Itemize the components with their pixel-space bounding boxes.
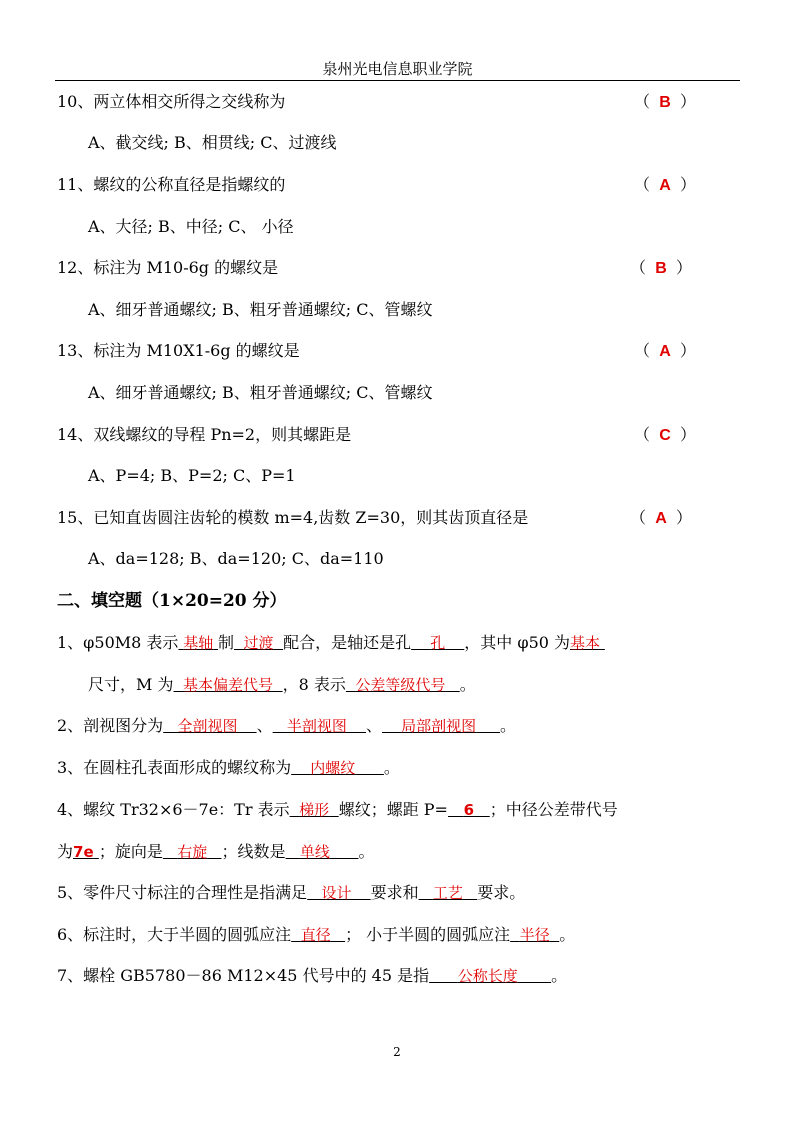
- answer-14: （ C ）: [634, 425, 697, 444]
- blank: 全剖视图: [177, 717, 238, 735]
- options-14: A、P=4; B、P=2; C、P=1: [88, 466, 296, 485]
- page-number: 2: [393, 1045, 401, 1059]
- blank: 基本: [570, 634, 601, 652]
- answer-13: （ A ）: [634, 341, 697, 360]
- fill-question-7: 7、螺栓 GB5780－86 M12×45 代号中的 45 是指 公称长度 。: [57, 966, 568, 985]
- blank: 半径: [519, 926, 550, 944]
- options-12: A、细牙普通螺纹; B、粗牙普通螺纹; C、管螺纹: [88, 300, 433, 319]
- question-15: 15、已知直齿圆注齿轮的模数 m=4,齿数 Z=30，则其齿顶直径是: [57, 508, 529, 527]
- blank: 梯形: [299, 801, 330, 819]
- answer-10: （ B ）: [634, 92, 697, 111]
- blank: 直径: [300, 926, 331, 944]
- blank: 基轴: [183, 634, 214, 652]
- blank: 6: [463, 801, 475, 819]
- answer-15: （ A ）: [630, 508, 693, 527]
- blank: 设计: [321, 884, 352, 902]
- question-13: 13、标注为 M10X1-6g 的螺纹是: [57, 341, 300, 360]
- fill-question-1-cont: 尺寸，M 为 基本偏差代号 ，8 表示 公差等级代号 。: [88, 675, 476, 694]
- fill-question-5: 5、零件尺寸标注的合理性是指满足 设计 要求和 工艺 要求。: [57, 883, 526, 902]
- blank: 公称长度: [457, 967, 518, 985]
- question-12: 12、标注为 M10-6g 的螺纹是: [57, 258, 279, 277]
- fill-question-3: 3、在圆柱孔表面形成的螺纹称为 内螺纹 。: [57, 758, 400, 777]
- options-13: A、细牙普通螺纹; B、粗牙普通螺纹; C、管螺纹: [88, 383, 433, 402]
- section-title: 二、填空题（1×20=20 分）: [57, 591, 287, 611]
- blank: 局部剖视图: [401, 717, 477, 735]
- question-10: 10、两立体相交所得之交线称为: [57, 92, 286, 111]
- options-11: A、大径; B、中径; C、 小径: [88, 217, 294, 236]
- question-11: 11、螺纹的公称直径是指螺纹的: [57, 175, 286, 194]
- page-header: 泉州光电信息职业学院: [322, 60, 473, 78]
- blank: 右旋: [177, 843, 208, 861]
- fill-question-4-cont: 为7e ；旋向是 右旋 ；线数是 单线 。: [57, 842, 375, 861]
- options-10: A、截交线; B、相贯线; C、过渡线: [88, 133, 337, 152]
- blank: 7e: [73, 843, 94, 861]
- blank: 公差等级代号: [355, 676, 446, 694]
- options-15: A、da=128; B、da=120; C、da=110: [88, 549, 384, 568]
- answer-11: （ A ）: [634, 175, 697, 194]
- header-rule: [55, 80, 740, 81]
- blank: 单线: [299, 843, 330, 861]
- blank: 内螺纹: [310, 759, 356, 777]
- blank: 孔: [430, 634, 446, 652]
- fill-question-6: 6、标注时，大于半圆的圆弧应注 直径 ； 小于半圆的圆弧应注 半径 。: [57, 925, 576, 944]
- answer-12: （ B ）: [630, 258, 693, 277]
- blank: 工艺: [432, 884, 463, 902]
- question-14: 14、双线螺纹的导程 Pn=2，则其螺距是: [57, 425, 352, 444]
- blank: 基本偏差代号: [183, 676, 274, 694]
- blank: 过渡: [243, 634, 274, 652]
- fill-question-4: 4、螺纹 Tr32×6－7e：Tr 表示 梯形 螺纹；螺距 P= 6 ；中径公差带代号: [57, 800, 618, 819]
- blank: 半剖视图: [286, 717, 347, 735]
- fill-question-2: 2、剖视图分为 全剖视图 、 半剖视图 、 局部剖视图 。: [57, 716, 516, 735]
- fill-question-1: 1、φ50M8 表示 基轴 制 过渡 配合，是轴还是孔 孔 ，其中 φ50 为基本: [57, 633, 605, 653]
